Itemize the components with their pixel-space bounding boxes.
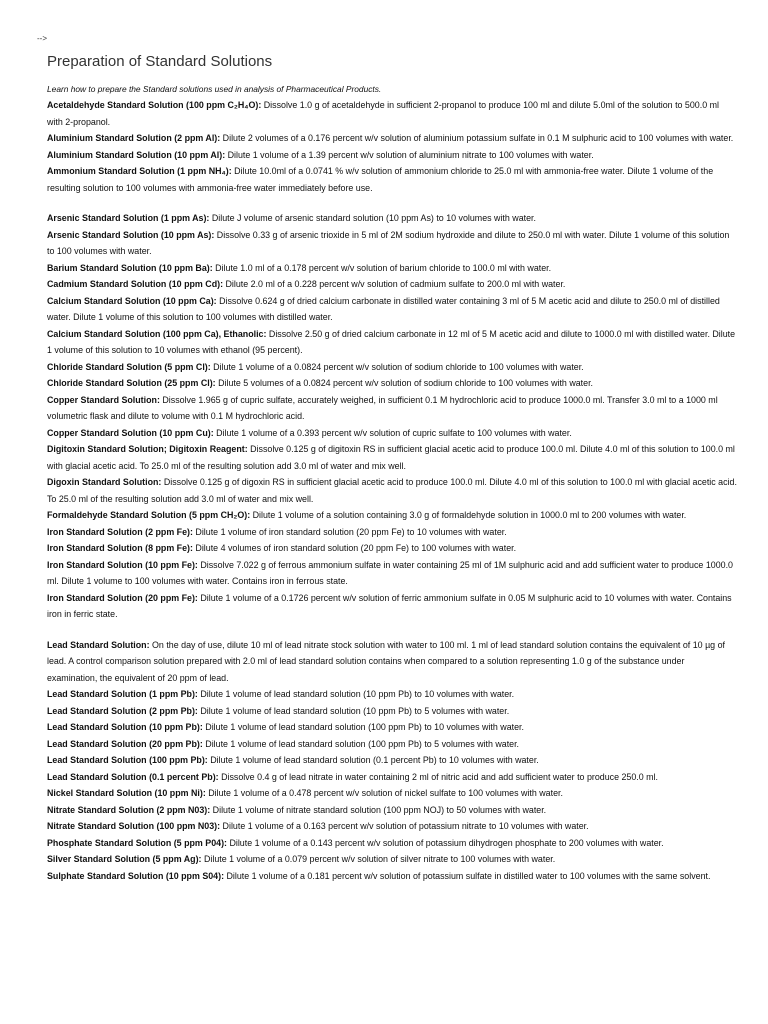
- solution-instructions: Dissolve 0.33 g of arsenic trioxide in 5 ml of 2M sodium hydroxide and dilute to 250.0 ml with water. Dilute 1 volume of this solution to 100 volumes with water.: [47, 229, 730, 256]
- solution-entry: [47, 260, 737, 277]
- solution-name: Lead Standard Solution:: [47, 639, 150, 650]
- solution-entry: [47, 590, 737, 623]
- solution-instructions: Dilute 1 volume of a solution containing 3.0 g of formaldehyde solution in 1000.0 ml to 200 volumes with water.: [250, 510, 687, 520]
- solution-name: Calcium Standard Solution (100 ppm Ca), Ethanolic:: [47, 328, 267, 339]
- solution-name: Lead Standard Solution (0.1 percent Pb):: [47, 771, 219, 782]
- page-title: Preparation of Standard Solutions: [47, 53, 273, 70]
- solution-instructions: Dilute 1 volume of lead standard solution (10 ppm Pb) to 5 volumes with water.: [197, 705, 510, 716]
- solution-name: Formaldehyde Standard Solution (5 ppm CH₂O):: [47, 510, 251, 520]
- article: [47, 52, 737, 884]
- solution-instructions: Dissolve 0.4 g of lead nitrate in water containing 2 ml of nitric acid and add sufficient water to produce 250.0 ml.: [218, 771, 658, 782]
- solution-name: Lead Standard Solution (20 ppm Pb):: [47, 738, 203, 749]
- solutions-list: [47, 97, 737, 884]
- solution-entry: [47, 802, 737, 819]
- solution-name: Lead Standard Solution (10 ppm Pb):: [47, 722, 203, 732]
- solution-instructions: Dilute 1 volume of a 1.39 percent w/v solution of aluminium nitrate to 100 volumes with water.: [225, 149, 594, 160]
- solution-name: Digitoxin Standard Solution; Digitoxin Reagent:: [47, 444, 248, 454]
- solution-name: Aluminium Standard Solution (10 ppm Al):: [47, 149, 226, 160]
- solution-instructions: Dilute 1 volume of lead standard solution (100 ppm Pb) to 10 volumes with water.: [202, 722, 524, 732]
- solution-name: Copper Standard Solution (10 ppm Cu):: [47, 427, 214, 438]
- solution-name: Sulphate Standard Solution (10 ppm S04):: [47, 870, 225, 881]
- solution-name: Chloride Standard Solution (5 ppm Cl):: [47, 361, 211, 372]
- comment-artifact: -->: [37, 34, 47, 43]
- solution-entry: [47, 425, 737, 442]
- solution-name: Cadmium Standard Solution (10 ppm Cd):: [47, 279, 224, 289]
- solution-name: Ammonium Standard Solution (1 ppm NH₄):: [47, 166, 232, 176]
- solution-name: Iron Standard Solution (10 ppm Fe):: [47, 559, 198, 570]
- solution-name: Iron Standard Solution (20 ppm Fe):: [47, 592, 198, 603]
- solution-entry: [47, 441, 737, 474]
- solution-instructions: Dilute 1 volume of lead standard solution (100 ppm Pb) to 5 volumes with water.: [202, 738, 520, 749]
- solution-entry: [47, 868, 737, 885]
- solution-entry: [47, 769, 737, 786]
- solution-instructions: Dilute 2.0 ml of a 0.228 percent w/v solution of cadmium sulfate to 200.0 ml with water.: [223, 279, 566, 289]
- solution-entry: [47, 637, 737, 687]
- solution-instructions: Dilute 1 volume of a 0.393 percent w/v solution of cupric sulfate to 100 volumes with water.: [213, 427, 572, 438]
- solution-name: Arsenic Standard Solution (10 ppm As):: [47, 229, 215, 240]
- solution-name: Iron Standard Solution (8 ppm Fe):: [47, 543, 193, 553]
- solution-name: Aluminium Standard Solution (2 ppm Al):: [47, 133, 221, 143]
- solution-entry: [47, 785, 737, 802]
- solution-instructions: Dilute 1 volume of a 0.163 percent w/v solution of potassium nitrate to 10 volumes with water.: [220, 821, 589, 831]
- solution-name: Copper Standard Solution:: [47, 394, 160, 405]
- solution-entry: [47, 130, 737, 147]
- solution-entry: [47, 375, 737, 392]
- solution-instructions: Dilute 1 volume of a 0.0824 percent w/v solution of sodium chloride to 100 volumes with water.: [210, 361, 584, 372]
- solution-entry: [47, 326, 737, 359]
- solution-instructions: Dilute 1 volume of a 0.478 percent w/v solution of nickel sulfate to 100 volumes with water.: [205, 788, 563, 798]
- solution-name: Nitrate Standard Solution (2 ppm N03):: [47, 804, 211, 815]
- solution-entry: [47, 719, 737, 736]
- section-spacer: [47, 196, 737, 210]
- solution-entry: [47, 359, 737, 376]
- solution-entry: [47, 736, 737, 753]
- solution-entry: [47, 163, 737, 196]
- solution-instructions: Dilute 1 volume of nitrate standard solution (100 ppm NOJ) to 50 volumes with water.: [210, 804, 547, 815]
- solution-name: Acetaldehyde Standard Solution (100 ppm C₂H₄O):: [47, 100, 262, 110]
- solution-instructions: On the day of use, dilute 10 ml of lead nitrate stock solution with water to 100 ml. 1 ml of lead standard solution contains the equivalent of 10 µg of lead. A control comparison solution prepared with 2.0 ml of lead standard solution contains when compared to a solution representing 1.0 g of the substance under examination, the equivalent of 20 ppm of lead.: [47, 639, 725, 683]
- solution-name: Iron Standard Solution (2 ppm Fe):: [47, 526, 193, 537]
- solution-name: Arsenic Standard Solution (1 ppm As):: [47, 213, 210, 223]
- solution-instructions: Dilute 1 volume of lead standard solution (0.1 percent Pb) to 10 volumes with water.: [207, 755, 539, 765]
- solution-entry: [47, 851, 737, 868]
- solution-instructions: Dilute 1 volume of a 0.181 percent w/v solution of potassium sulfate in distilled water to 100 volumes with the same solvent.: [224, 870, 711, 881]
- solution-entry: [47, 557, 737, 590]
- solution-instructions: Dilute 1 volume of a 0.143 percent w/v solution of potassium dihydrogen phosphate to 200 volumes with water.: [226, 837, 664, 848]
- solution-entry: [47, 703, 737, 720]
- solution-instructions: Dilute 1 volume of iron standard solution (20 ppm Fe) to 10 volumes with water.: [192, 526, 507, 537]
- solution-name: Chloride Standard Solution (25 ppm Cl):: [47, 378, 216, 388]
- solution-instructions: Dissolve 0.624 g of dried calcium carbonate in distilled water containing 3 ml of 5 M acetic acid and dilute to 250.0 ml of distilled water. Dilute 1 volume of this solution to 100 volumes with distilled water.: [47, 295, 720, 322]
- solution-name: Digoxin Standard Solution:: [47, 477, 162, 487]
- solution-instructions: Dissolve 2.50 g of dried calcium carbonate in 12 ml of 5 M acetic acid and dilute to 1000.0 ml with distilled water. Dilute 1 volume of this solution to 10 volumes with ethanol (95 percent).: [47, 328, 736, 355]
- solution-name: Nickel Standard Solution (10 ppm Ni):: [47, 788, 206, 798]
- solution-name: Silver Standard Solution (5 ppm Ag):: [47, 854, 202, 864]
- solution-entry: [47, 835, 737, 852]
- solution-instructions: Dilute 1 volume of a 0.1726 percent w/v solution of ferric ammonium sulfate in 0.05 M sulphuric acid to 10 volumes with water. Contains iron in ferric state.: [47, 592, 732, 619]
- solution-instructions: Dilute 1.0 ml of a 0.178 percent w/v solution of barium chloride to 100.0 ml with water.: [212, 262, 552, 273]
- solution-entry: [47, 818, 737, 835]
- solution-instructions: Dilute J volume of arsenic standard solution (10 ppm As) to 10 volumes with water.: [209, 213, 536, 223]
- solution-instructions: Dilute 4 volumes of iron standard solution (20 ppm Fe) to 100 volumes with water.: [192, 543, 517, 553]
- solution-entry: [47, 227, 737, 260]
- solution-instructions: Dilute 2 volumes of a 0.176 percent w/v solution of aluminium potassium sulfate in 0.1 M sulphuric acid to 100 volumes with water.: [220, 133, 734, 143]
- solution-entry: [47, 524, 737, 541]
- solution-entry: [47, 474, 737, 507]
- solution-instructions: Dissolve 0.125 g of digoxin RS in sufficient glacial acetic acid to produce 100.0 ml. Dilute 4.0 ml of this solution to 100.0 ml with glacial acetic acid. To 25.0 ml of the resulting solution add 3.0 ml of water and mix well.: [47, 477, 737, 504]
- solution-instructions: Dissolve 7.022 g of ferrous ammonium sulfate in water containing 25 ml of 1M sulphuric acid and add sufficient water to produce 1000.0 ml. Dilute 1 volume to 100 volumes with water. Contains iron in ferrous state.: [47, 559, 733, 586]
- solution-instructions: Dilute 1 volume of lead standard solution (10 ppm Pb) to 10 volumes with water.: [197, 689, 515, 699]
- solution-name: Nitrate Standard Solution (100 ppm N03):: [47, 821, 221, 831]
- solution-entry: [47, 686, 737, 703]
- solution-name: Lead Standard Solution (100 ppm Pb):: [47, 755, 208, 765]
- solution-instructions: Dilute 10.0ml of a 0.0741 % w/v solution of ammonium chloride to 25.0 ml with ammonia-free water. Dilute 1 volume of the resulting solution to 100 volumes with ammonia-free water immediately before use.: [47, 166, 714, 193]
- intro-text: Learn how to prepare the Standard solutions used in analysis of Pharmaceutical Products.: [47, 84, 382, 94]
- solution-entry: [47, 752, 737, 769]
- solution-name: Lead Standard Solution (2 ppm Pb):: [47, 705, 198, 716]
- solution-entry: [47, 392, 737, 425]
- solution-instructions: Dissolve 1.965 g of cupric sulfate, accurately weighed, in sufficient 0.1 M hydrochloric acid to produce 1000.0 ml. Transfer 3.0 ml to a 1000 ml volumetric flask and dilute to volume with 0.1 M hydrochloric acid.: [47, 394, 718, 421]
- solution-name: Phosphate Standard Solution (5 ppm P04):: [47, 837, 227, 848]
- solution-instructions: Dissolve 1.0 g of acetaldehyde in sufficient 2-propanol to produce 100 ml and dilute 5.0ml of the solution to 500.0 ml with 2-propanol.: [47, 100, 719, 127]
- solution-name: Lead Standard Solution (1 ppm Pb):: [47, 689, 198, 699]
- solution-entry: [47, 276, 737, 293]
- section-spacer: [47, 623, 737, 637]
- solution-instructions: Dissolve 0.125 g of digitoxin RS in sufficient glacial acetic acid to produce 100.0 ml. Dilute 4.0 ml of this solution to 100.0 ml with glacial acetic acid. To 25.0 ml of the resulting solution add 3.0 ml of water and mix well.: [47, 444, 735, 471]
- solution-name: Calcium Standard Solution (10 ppm Ca):: [47, 295, 217, 306]
- solution-entry: [47, 147, 737, 164]
- solution-entry: [47, 293, 737, 326]
- solution-entry: [47, 507, 737, 524]
- solution-instructions: Dilute 1 volume of a 0.079 percent w/v solution of silver nitrate to 100 volumes with water.: [201, 854, 556, 864]
- solution-name: Barium Standard Solution (10 ppm Ba):: [47, 262, 213, 273]
- solution-entry: [47, 97, 737, 130]
- solution-entry: [47, 540, 737, 557]
- solution-instructions: Dilute 5 volumes of a 0.0824 percent w/v solution of sodium chloride to 100 volumes with water.: [215, 378, 594, 388]
- solution-entry: [47, 210, 737, 227]
